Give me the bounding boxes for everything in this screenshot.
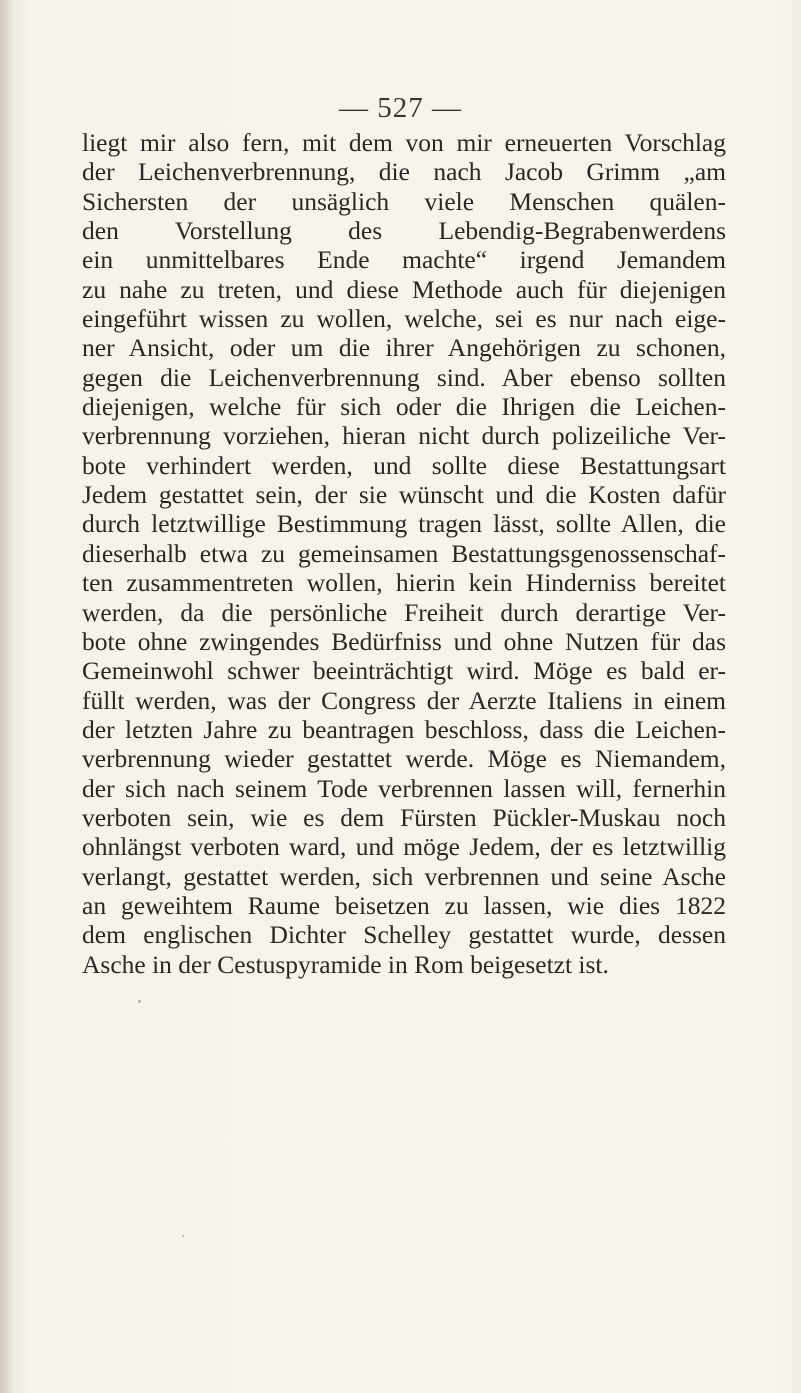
text-line: zu nahe zu treten, und diese Methode auch für diejenigen [82, 274, 726, 304]
page-binding-edge [0, 0, 14, 1393]
text-line: Sichersten der unsäglich viele Menschen quälen- [82, 186, 726, 216]
text-line: ein unmittelbares Ende machte“ irgend Jemandem [82, 245, 726, 275]
text-line: durch letztwillige Bestimmung tragen lässt, sollte Allen, die [82, 509, 726, 539]
paper-speck [138, 1000, 141, 1003]
text-line: verlangt, gestattet werden, sich verbrennen und seine Asche [82, 861, 726, 891]
text-line: gegen die Leichenverbrennung sind. Aber ebenso sollten [82, 362, 726, 392]
text-line: den Vorstellung des Lebendig-Begrabenwerdens [82, 216, 726, 246]
text-line: diejenigen, welche für sich oder die Ihrigen die Leichen- [82, 392, 726, 422]
paper-speck [182, 1235, 184, 1237]
text-line: ohnlängst verboten ward, und möge Jedem, der es letztwillig [82, 832, 726, 862]
text-line: der letzten Jahre zu beantragen beschloss, dass die Leichen- [82, 714, 726, 744]
text-line: eingeführt wissen zu wollen, welche, sei es nur nach eige- [82, 304, 726, 334]
page-number: — 527 — [339, 92, 462, 124]
text-line: der sich nach seinem Tode verbrennen lassen will, fernerhin [82, 773, 726, 803]
body-text [82, 128, 726, 979]
text-line: ten zusammentreten wollen, hierin kein Hinderniss bereitet [82, 568, 726, 598]
text-line: verbrennung wieder gestattet werde. Möge es Niemandem, [82, 744, 726, 774]
text-line: bote ohne zwingendes Bedürfniss und ohne Nutzen für das [82, 626, 726, 656]
text-line: bote verhindert werden, und sollte diese Bestattungsart [82, 450, 726, 480]
text-line: werden, da die persönliche Freiheit durch derartige Ver- [82, 597, 726, 627]
text-line: Asche in der Cestuspyramide in Rom beigesetzt ist. [82, 949, 609, 979]
text-line: der Leichenverbrennung, die nach Jacob Grimm „am [82, 157, 726, 187]
text-line: dieserhalb etwa zu gemeinsamen Bestattungsgenossenschaf- [82, 538, 726, 568]
text-line: füllt werden, was der Congress der Aerzte Italiens in einem [82, 685, 726, 715]
text-line: verboten sein, wie es dem Fürsten Pückler-Muskau noch [82, 802, 726, 832]
text-line: dem englischen Dichter Schelley gestattet wurde, dessen [82, 920, 726, 950]
text-line: Jedem gestattet sein, der sie wünscht und die Kosten dafür [82, 480, 726, 510]
text-line: Gemeinwohl schwer beeinträchtigt wird. Möge es bald er- [82, 656, 726, 686]
text-line: verbrennung vorziehen, hieran nicht durch polizeiliche Ver- [82, 421, 726, 451]
text-line: ner Ansicht, oder um die ihrer Angehörigen zu schonen, [82, 333, 726, 363]
text-line: liegt mir also fern, mit dem von mir erneuerten Vorschlag [82, 128, 726, 157]
text-line: an geweihtem Raume beisetzen zu lassen, wie dies 1822 [82, 890, 726, 920]
